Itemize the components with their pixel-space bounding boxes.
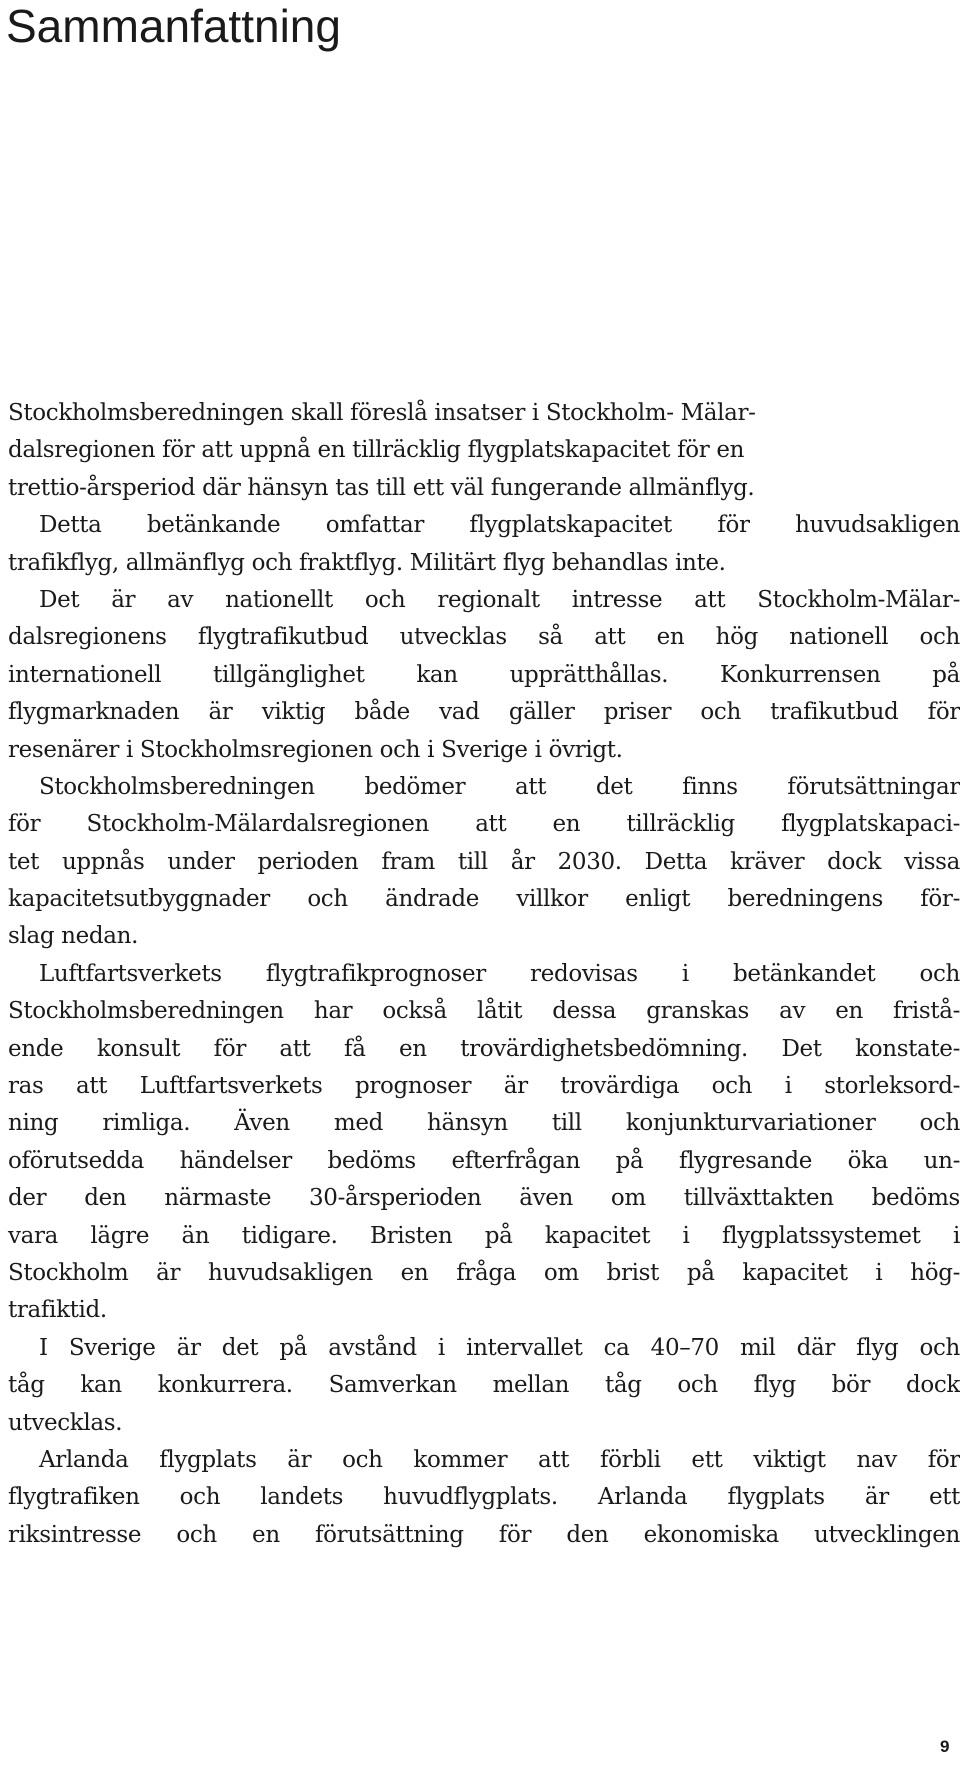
- text-line: Stockholmsberedningen bedömer att det finns förutsättningar: [39, 773, 960, 800]
- text-line: Arlanda flygplats är och kommer att förbli ett viktigt nav för: [39, 1446, 960, 1473]
- text-line: Stockholmsberedningen har också låtit dessa granskas av en fristå-: [8, 998, 960, 1025]
- text-line: tåg kan konkurrera. Samverkan mellan tåg och flyg bör dock: [8, 1372, 960, 1399]
- text-line: trafikflyg, allmänflyg och fraktflyg. Militärt flyg behandlas inte.: [8, 549, 726, 576]
- text-line: Det är av nationellt och regionalt intresse att Stockholm-Mälar-: [39, 586, 960, 613]
- text-line: oförutsedda händelser bedöms efterfrågan på flygresande öka un-: [8, 1147, 960, 1174]
- text-line: flygmarknaden är viktig både vad gäller priser och trafikutbud för: [8, 699, 960, 726]
- text-line: Stockholm är huvudsakligen en fråga om brist på kapacitet i hög-: [8, 1259, 960, 1286]
- text-line: kapacitetsutbyggnader och ändrade villkor enligt beredningens för-: [8, 886, 960, 913]
- text-line: trettio-årsperiod där hänsyn tas till ett väl fungerande allmänflyg.: [8, 474, 755, 501]
- text-line: ende konsult för att få en trovärdighetsbedömning. Det konstate-: [8, 1035, 960, 1062]
- text-line: flygtrafiken och landets huvudflygplats. Arlanda flygplats är ett: [8, 1484, 960, 1511]
- text-line: I Sverige är det på avstånd i intervallet ca 40–70 mil där flyg och: [39, 1334, 960, 1361]
- text-line: Stockholmsberedningen skall föreslå insatser i Stockholm- Mälar-: [8, 400, 756, 426]
- text-line: riksintresse och en förutsättning för den ekonomiska utvecklingen: [8, 1521, 960, 1548]
- text-line: Luftfartsverkets flygtrafikprognoser redovisas i betänkandet och: [39, 960, 960, 987]
- text-line: utvecklas.: [8, 1409, 123, 1436]
- text-line: der den närmaste 30-årsperioden även om tillväxttakten bedöms: [8, 1185, 960, 1212]
- page-title: Sammanfattning: [6, 0, 341, 52]
- text-line: ras att Luftfartsverkets prognoser är trovärdiga och i storleksord-: [8, 1073, 960, 1100]
- text-line: ning rimliga. Även med hänsyn till konjunkturvariationer och: [8, 1110, 960, 1137]
- text-line: dalsregionens flygtrafikutbud utvecklas så att en hög nationell och: [8, 624, 960, 651]
- page-number: 9: [940, 1737, 950, 1756]
- text-line: slag nedan.: [8, 923, 139, 950]
- text-line: Detta betänkande omfattar flygplatskapacitet för huvudsakligen: [39, 512, 960, 539]
- text-line: internationell tillgänglighet kan upprätthållas. Konkurrensen på: [8, 661, 960, 688]
- text-line: resenärer i Stockholmsregionen och i Sverige i övrigt.: [8, 736, 623, 763]
- text-line: för Stockholm-Mälardalsregionen att en tillräcklig flygplatskapaci-: [8, 811, 960, 838]
- text-line: trafiktid.: [8, 1297, 107, 1324]
- text-line: vara lägre än tidigare. Bristen på kapacitet i flygplatssystemet i: [8, 1222, 960, 1249]
- summary-body: [8, 395, 960, 1554]
- text-line: dalsregionen för att uppnå en tillräcklig flygplatskapacitet för en: [8, 437, 745, 464]
- text-line: tet uppnås under perioden fram till år 2030. Detta kräver dock vissa: [8, 848, 960, 875]
